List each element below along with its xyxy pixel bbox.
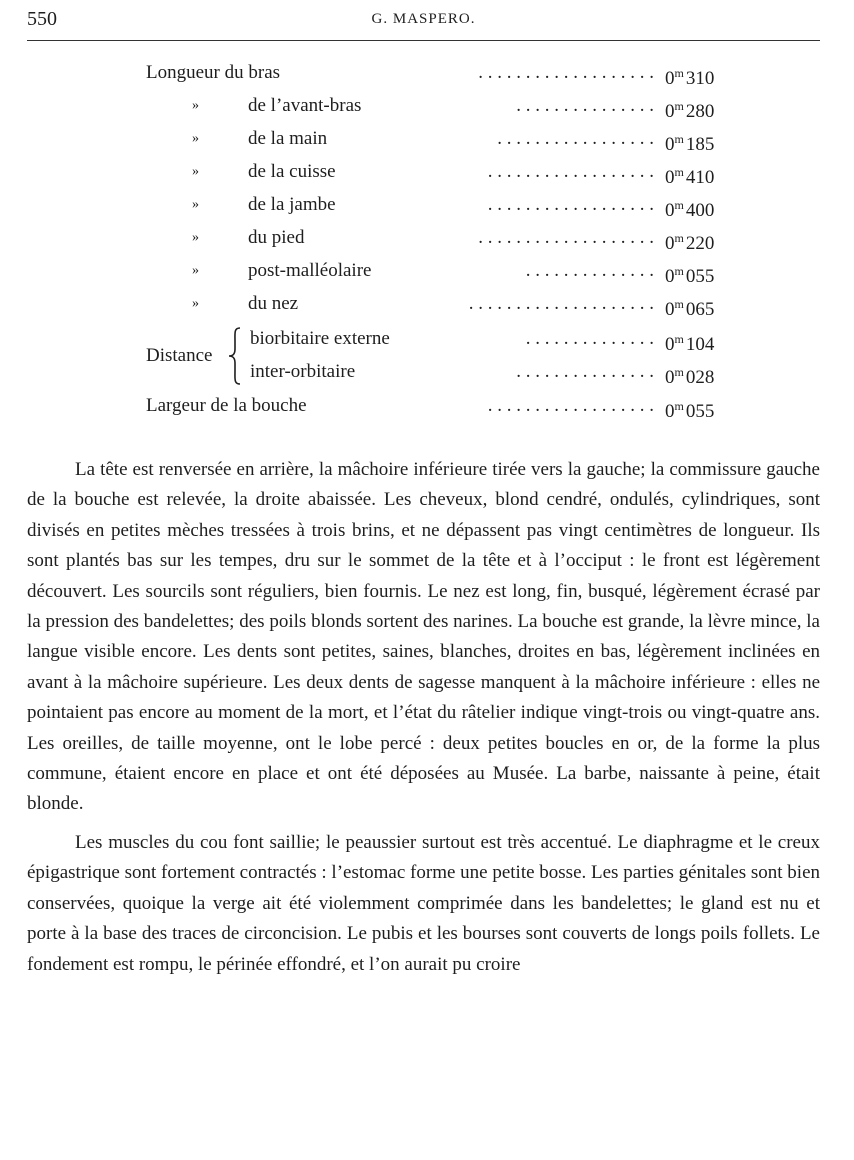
- measurement-label: du nez: [248, 293, 299, 314]
- measurement-value: 0$^m$ 185: [665, 132, 715, 155]
- ditto-mark: »: [192, 296, 199, 311]
- measurement-row: [0, 91, 854, 121]
- measurement-value: 0$^m$ 065: [665, 297, 715, 320]
- measurement-label: de la cuisse: [248, 161, 336, 182]
- page-number: 550: [27, 8, 57, 30]
- measurement-value: 0$^m$ 055: [665, 399, 715, 422]
- measurement-label: inter-orbitaire: [250, 361, 356, 382]
- measurement-value: 0$^m$ 104: [665, 332, 715, 355]
- ditto-mark: »: [192, 263, 199, 278]
- ditto-mark: »: [192, 131, 199, 146]
- running-title: G. MASPERO.: [371, 11, 476, 27]
- measurement-label: de la main: [248, 128, 328, 149]
- page-header: [27, 8, 820, 42]
- paragraph: Les muscles du cou font saillie; le peaussier surtout est très accentué. Le diaphragme et le creux épigastrique sont fortement contractés : l’estomac forme une petite bosse. Les parties génitales sont bien conservées, quoique la verge ait été violemment comprimée dans les bandelettes; le gland est nu et porte à la base des traces de circoncision. Le pubis et les bourses sont couverts de longs poils follets. Le fondement est rompu, le périnée effondré, et l’on aurait pu croire: [27, 831, 820, 975]
- measurement-row: [0, 58, 854, 88]
- measurement-value: 0$^m$ 220: [665, 231, 715, 254]
- ditto-mark: »: [192, 98, 199, 113]
- distance-label: Distance: [146, 345, 213, 366]
- measurement-label: post-malléolaire: [248, 260, 372, 281]
- leader-dots: . . . . . . . . . . . . . . . . . .: [487, 194, 654, 215]
- measurement-label: du pied: [248, 227, 305, 248]
- measurement-value: 0$^m$ 410: [665, 165, 715, 188]
- leader-dots: . . . . . . . . . . . . . . . . .: [497, 128, 654, 149]
- measurement-label: de l’avant-bras: [248, 95, 362, 116]
- ditto-mark: »: [192, 164, 199, 179]
- ditto-mark: »: [192, 197, 199, 212]
- measurement-row: [0, 357, 854, 387]
- leader-dots: . . . . . . . . . . . . . . . . . . .: [478, 227, 654, 248]
- measurement-label: de la jambe: [248, 194, 336, 215]
- curly-brace-icon: [228, 327, 242, 385]
- ditto-mark: »: [192, 230, 199, 245]
- leader-dots: . . . . . . . . . . . . . .: [525, 260, 654, 281]
- measurement-label: Longueur du bras: [146, 62, 281, 83]
- leader-dots: . . . . . . . . . . . . . . . . . . .: [478, 62, 654, 83]
- header-rule: [27, 40, 820, 41]
- leader-dots: . . . . . . . . . . . . . . . . . . . .: [468, 293, 654, 314]
- measurement-label: Largeur de la bouche: [146, 395, 307, 416]
- measurement-row: [0, 324, 854, 354]
- leader-dots: . . . . . . . . . . . . . . .: [516, 95, 654, 116]
- leader-dots: . . . . . . . . . . . . . . .: [516, 361, 654, 382]
- measurement-value: 0$^m$ 055: [665, 264, 715, 287]
- measurement-row: [0, 391, 854, 421]
- leader-dots: . . . . . . . . . . . . . . . . . .: [487, 395, 654, 416]
- measurement-row: [0, 223, 854, 253]
- paragraph: La tête est renversée en arrière, la mâchoire inférieure tirée vers la gauche; la commissure gauche de la bouche est relevée, la droite abaissée. Les cheveux, blond cendré, ondulés, cylindriques, sont divisés en petites mèches tressées à trois brins, et ne dépassent pas vingt centimètres de longueur. Ils sont plantés bas sur les tempes, dru sur le sommet de la tête et à l’occiput : le front est légèrement découvert. Les sourcils sont réguliers, bien fournis. Le nez est long, fin, busqué, légèrement écrasé par la pression des bandelettes; des poils blonds sortent des narines. La bouche est grande, la lèvre mince, la langue visible encore. Les dents sont petites, saines, blanches, droites en bas, légèrement inclinées en avant à la mâchoire supérieure. Les deux dents de sagesse manquent à la mâchoire inférieure : elles ne pointaient pas encore au moment de la mort, et l’état du râtelier indique vingt-trois ou vingt-quatre ans. Les oreilles, de taille moyenne, ont le lobe percé : deux petites boucles en or, de la forme la plus commune, étaient encore en place et ont été déposées au Musée. La barbe, naissante à peine, était blonde.: [27, 459, 820, 815]
- measurement-row: [0, 190, 854, 220]
- measurement-row: [0, 124, 854, 154]
- body-text: [27, 455, 820, 988]
- measurement-row: [0, 256, 854, 286]
- measurement-label: biorbitaire externe: [250, 328, 390, 349]
- measurement-value: 0$^m$ 400: [665, 198, 715, 221]
- leader-dots: . . . . . . . . . . . . . . . . . .: [487, 161, 654, 182]
- measurement-value: 0$^m$ 028: [665, 365, 715, 388]
- measurement-row: [0, 289, 854, 319]
- measurement-row: [0, 157, 854, 187]
- measurement-value: 0$^m$ 310: [665, 66, 715, 89]
- measurement-value: 0$^m$ 280: [665, 99, 715, 122]
- leader-dots: . . . . . . . . . . . . . .: [525, 328, 654, 349]
